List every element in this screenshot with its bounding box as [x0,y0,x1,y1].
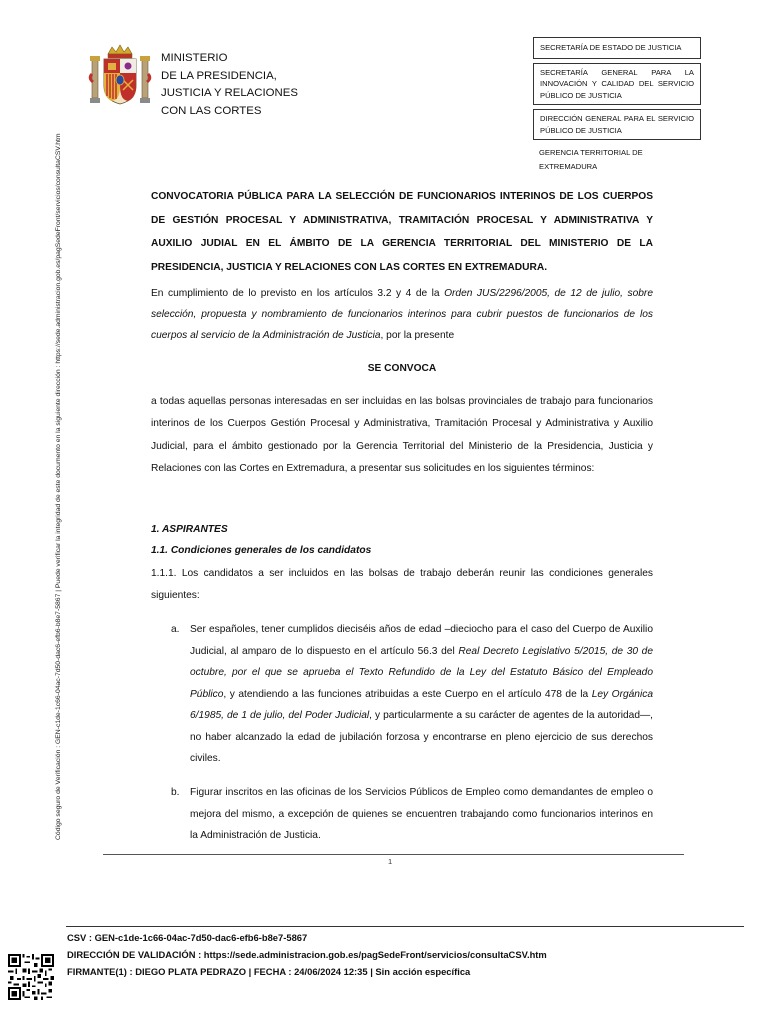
item-a-law-reference: Real Decreto Legislativo 5/2015, de 30 de octubre, por el que se aprueba el Texto Refundido de la Ley del Estatuto Básico del Empleado Público [190,645,654,700]
qr-code-icon [8,954,54,1000]
department-boxes [533,37,701,176]
list-item-b: Figurar inscritos en las oficinas de los Servicios Públicos de Empleo como demandantes de empleo o mejora del mismo, a excepción de quienes se encuentren trabajando como funcionarios interinos en la Administración de Justicia. [190,787,653,841]
item-a-text: , y particularmente a su carácter de agentes de la autoridad—, no haber alcanzado la edad de jubilación forzosa y encontrarse en pleno ejercicio de sus derechos civiles. [190,710,653,764]
intro-paragraph [151,283,653,346]
department-box: SECRETARÍA DE ESTADO DE JUSTICIA [533,37,701,59]
signer-info: FIRMANTE(1) : DIEGO PLATA PEDRAZO | FECHA : 24/06/2024 12:35 | Sin acción específica [67,966,471,977]
signature-footer [67,929,547,980]
intro-text-end: , por la presente [380,330,455,341]
coat-of-arms-icon [88,44,152,110]
validation-url: DIRECCIÓN DE VALIDACIÓN : https://sede.administracion.gob.es/pagSedeFront/servicios/consultaCSV.htm [67,949,547,960]
page-number: 1 [388,857,393,866]
item-a-text: Ser españoles, tener cumplidos dieciséis años de edad –dieciocho para el caso del Cuerpo de Auxilio Judicial, al amparo de lo dispuesto en el artículo 56.3 del [190,624,653,657]
item-a-text: , y atendiendo a las funciones atribuidas a este Cuerpo en el artículo 478 de la [223,688,592,700]
page-divider [103,854,684,855]
intro-text: En cumplimiento de lo previsto en los artículos 3.2 y 4 de la [151,288,445,299]
verification-side-note: Código seguro de Verificación : GEN-c1de-1c66-04ac-7d50-dac6-efb6-b8e7-5867 | Puede verificar la integridad de este documento en la siguiente dirección : https://sede.administracion.gob.es/pagSedeFront/servicios/consultaCSV.htm [55,133,62,840]
intro-order-reference: Orden JUS/2296/2005, de 12 de julio, sobre selección, propuesta y nombramiento de funcionarios interinos para cubrir puestos de funcionarios de los cuerpos al servicio de la Administración de Justicia [151,288,653,341]
subsection-heading: 1.1. Condiciones generales de los candidatos [151,545,372,556]
department-box: SECRETARÍA GENERAL PARA LA INNOVACIÓN Y CALIDAD DEL SERVICIO PÚBLICO DE JUSTICIA [533,63,701,106]
list-item-a [190,619,653,770]
ministry-line: CON LAS CORTES [161,104,262,117]
csv-code: CSV : GEN-c1de-1c66-04ac-7d50-dac6-efb6-b8e7-5867 [67,932,308,943]
ministry-name [161,50,298,120]
ministry-line: DE LA PRESIDENCIA, [161,69,277,82]
item-a-law-reference: Ley Orgánica 6/1985, de 1 de julio, del Poder Judicial [190,688,653,721]
ministry-line: MINISTERIO [161,52,228,64]
document-title: CONVOCATORIA PÚBLICA PARA LA SELECCIÓN DE FUNCIONARIOS INTERINOS DE LOS CUERPOS DE GESTIÓN PROCESAL Y ADMINISTRATIVA, TRAMITACIÓN PROCESAL Y ADMINISTRATIVA Y AUXILIO JUDIAL EN EL ÁMBITO DE LA GERENCIA TERRITORIAL DEL MINISTERIO DE LA PRESIDENCIA, JUSTICIA Y RELACIONES CON LAS CORTES EN EXTREMADURA. [151,191,653,273]
se-convoca-heading: SE CONVOCA [367,363,437,374]
section-heading: 1. ASPIRANTES [151,524,228,535]
section-intro: 1.1.1. Los candidatos a ser incluidos en las bolsas de trabajo deberán reunir las condiciones generales siguientes: [151,568,653,601]
department-box: DIRECCIÓN GENERAL PARA EL SERVICIO PÚBLICO DE JUSTICIA [533,109,701,140]
territorial-unit: GERENCIA TERRITORIAL DE EXTREMADURA [539,148,643,171]
ministry-line: JUSTICIA Y RELACIONES [161,87,298,99]
body-paragraph: a todas aquellas personas interesadas en ser incluidas en las bolsas provinciales de trabajo para funcionarios interinos de los Cuerpos Gestión Procesal y Administrativa, Tramitación Procesal y Administrativa y Auxilio Judicial, para el ámbito gestionado por la Gerencia Territorial del Ministerio de la Presidencia, Justicia y Relaciones con las Cortes en Extremadura, a presentar sus solicitudes en los siguientes términos: [151,396,653,474]
list-marker: b. [171,787,180,798]
list-marker: a. [171,624,180,635]
footer-divider [66,926,744,927]
